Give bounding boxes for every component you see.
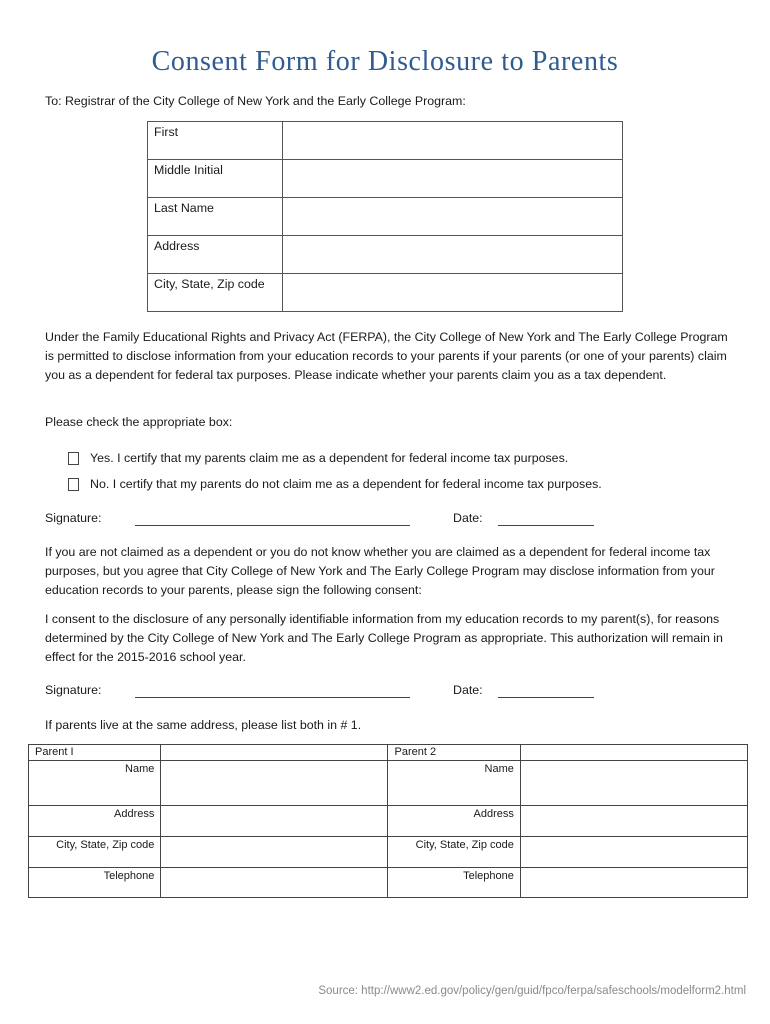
last-name-label: Last Name [148, 198, 283, 236]
no-option-label: No. I certify that my parents do not claim me as a dependent for federal income tax purposes. [90, 477, 602, 491]
student-info-table [147, 121, 623, 312]
option-yes [68, 449, 568, 467]
city-state-zip-label: City, State, Zip code [148, 274, 283, 312]
source-citation: Source: http://www2.ed.gov/policy/gen/guid/fpco/ferpa/safeschools/modelform2.html [318, 985, 746, 997]
parent-1-telephone-label: Telephone [29, 868, 161, 898]
signature-label: Signature: [45, 683, 102, 697]
info-row-address [148, 236, 623, 274]
page-title: Consent Form for Disclosure to Parents [151, 46, 619, 77]
parent-1-city-label: City, State, Zip code [29, 837, 161, 868]
parents-city-row [29, 837, 748, 868]
parent-1-header-blank [161, 745, 388, 761]
info-row-last-name [148, 198, 623, 236]
parent-2-address-field[interactable] [520, 806, 747, 837]
parent-1-address-label: Address [29, 806, 161, 837]
consent-paragraph: I consent to the disclosure of any personally identifiable information from my education records to my parent(s), for reasons determined by the City College of New York and The Early College Program as appropriate. This authorization will remain in effect for the 2015-2016 school year. [45, 612, 723, 664]
parent-2-telephone-label: Telephone [388, 868, 520, 898]
parent-2-city-label: City, State, Zip code [388, 837, 520, 868]
no-checkbox[interactable] [68, 478, 79, 491]
city-state-zip-field[interactable] [283, 274, 623, 312]
date-label: Date: [453, 511, 483, 525]
signature-label: Signature: [45, 511, 102, 525]
parent-2-telephone-field[interactable] [520, 868, 747, 898]
parent-2-address-label: Address [388, 806, 520, 837]
option-no [68, 475, 602, 493]
parents-telephone-row [29, 868, 748, 898]
info-row-city-state-zip [148, 274, 623, 312]
parent-1-city-field[interactable] [161, 837, 388, 868]
yes-checkbox[interactable] [68, 452, 79, 465]
addressee-line: To: Registrar of the City College of New York and the Early College Program: [45, 94, 466, 108]
middle-initial-label: Middle Initial [148, 160, 283, 198]
parents-address-row [29, 806, 748, 837]
info-row-first [148, 122, 623, 160]
parent-2-header-blank [520, 745, 747, 761]
info-row-middle-initial [148, 160, 623, 198]
not-claimed-paragraph: If you are not claimed as a dependent or you do not know whether you are claimed as a dependent for federal income tax purposes, but you agree that City College of New York and The Early College Program may disclose information from your education records to your parents, please sign the following consent: [45, 545, 715, 597]
parent-2-header: Parent 2 [388, 745, 520, 761]
address-field[interactable] [283, 236, 623, 274]
check-prompt: Please check the appropriate box: [45, 415, 233, 429]
parent-2-name-label: Name [388, 761, 520, 806]
address-label: Address [148, 236, 283, 274]
parents-header-row [29, 745, 748, 761]
parent-2-city-field[interactable] [520, 837, 747, 868]
parent-1-name-field[interactable] [161, 761, 388, 806]
date-label: Date: [453, 683, 483, 697]
parents-table [28, 744, 748, 898]
ferpa-paragraph: Under the Family Educational Rights and Privacy Act (FERPA), the City College of New York and The Early College Program is permitted to disclose information from your education records to your parents if your parents (or one of your parents) claim you as a dependent for federal tax purposes. Please indicate whether your parents claim you as a tax dependent. [45, 330, 728, 382]
first-field[interactable] [283, 122, 623, 160]
parents-name-row [29, 761, 748, 806]
parent-1-telephone-field[interactable] [161, 868, 388, 898]
parent-1-address-field[interactable] [161, 806, 388, 837]
date-field[interactable] [498, 511, 594, 526]
first-label: First [148, 122, 283, 160]
middle-initial-field[interactable] [283, 160, 623, 198]
last-name-field[interactable] [283, 198, 623, 236]
parent-2-name-field[interactable] [520, 761, 747, 806]
yes-option-label: Yes. I certify that my parents claim me as a dependent for federal income tax purposes. [90, 451, 569, 465]
parent-1-header: Parent I [29, 745, 161, 761]
same-address-note: If parents live at the same address, please list both in # 1. [45, 718, 362, 732]
signature-field[interactable] [135, 511, 410, 526]
consent-date-field[interactable] [498, 683, 594, 698]
consent-signature-field[interactable] [135, 683, 410, 698]
parent-1-name-label: Name [29, 761, 161, 806]
